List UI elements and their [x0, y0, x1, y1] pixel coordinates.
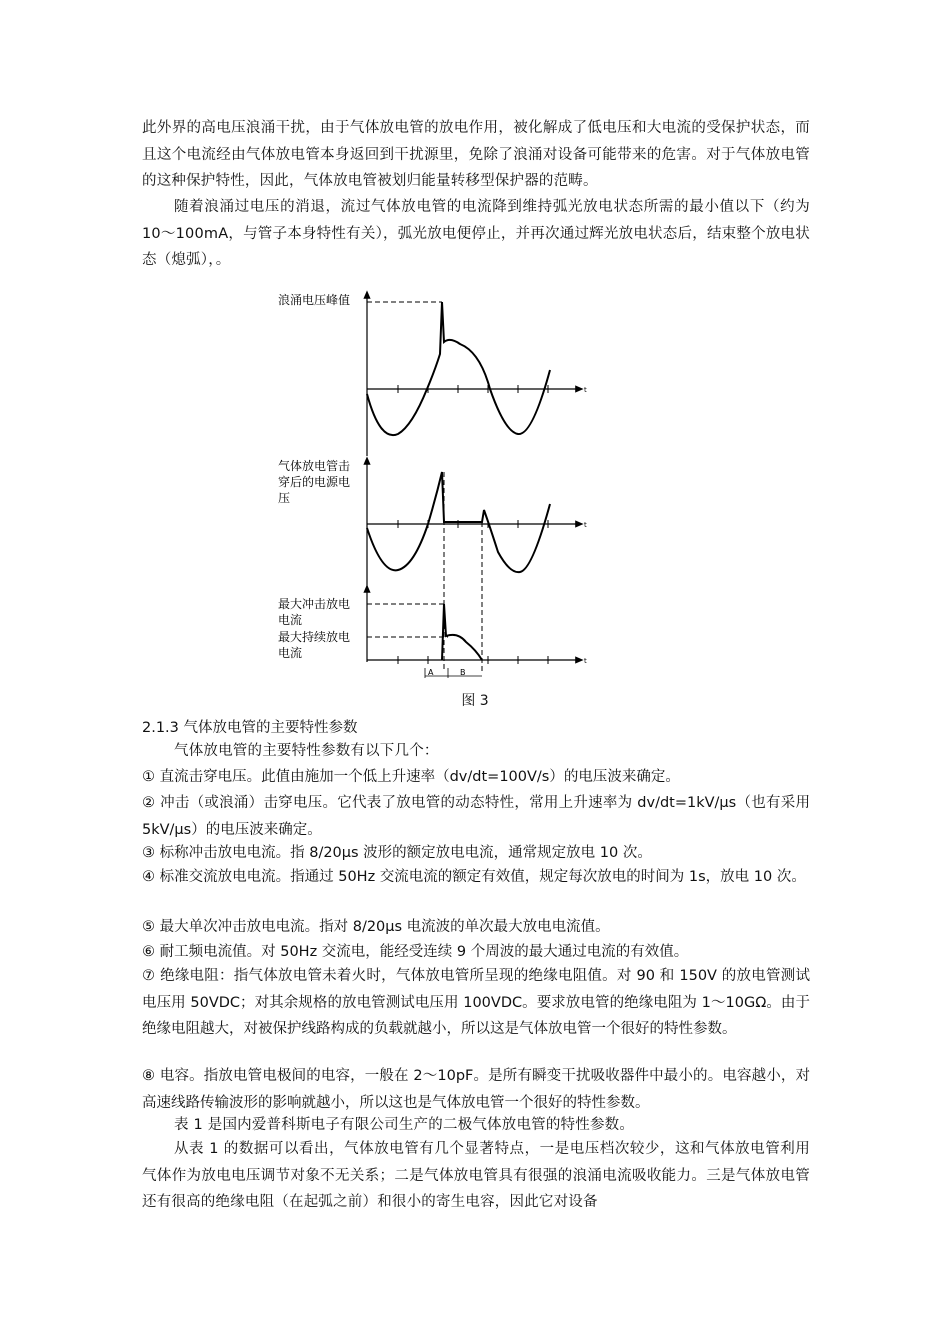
paragraph-table-ref: 表 1 是国内爱普科斯电子有限公司生产的二极气体放电管的特性参数。: [174, 1117, 635, 1133]
list-item-8: ⑧ 电容。指放电管电极间的电容，一般在 2～10pF。是所有瞬变干扰吸收器件中最小的。电容越小，对高速线路传输波形的影响就越小，所以这也是气体放电管一个很好的特性参数。: [142, 1068, 810, 1111]
list-item-4: ④ 标准交流放电电流。指通过 50Hz 交流电流的额定有效值，规定每次放电的时间为 1s，放电 10 次。: [142, 869, 806, 885]
marker-b: B: [460, 668, 466, 677]
figure-waveforms: [270, 282, 600, 682]
section-heading: 2.1.3 气体放电管的主要特性参数: [142, 720, 358, 736]
label-voltage-line1: 气体放电管击: [278, 459, 351, 473]
label-max-continuous-line1: 最大持续放电: [278, 630, 351, 644]
list-item-3: ③ 标称冲击放电电流。指 8/20μs 波形的额定放电电流，通常规定放电 10 次。: [142, 845, 652, 861]
label-max-continuous-line2: 电流: [278, 646, 303, 660]
list-item-5: ⑤ 最大单次冲击放电电流。指对 8/20μs 电流波的单次最大放电电流值。: [142, 919, 610, 935]
list-item-2: ② 冲击（或浪涌）击穿电压。它代表了放电管的动态特性，常用上升速率为 dv/dt=1kV/μs（也有采用 5kV/μs）的电压波来确定。: [142, 795, 810, 838]
paragraph-protection: 此外界的高电压浪涌干扰，由于气体放电管的放电作用，被化解成了低电压和大电流的受保护状态，而且这个电流经由气体放电管本身返回到干扰源里，免除了浪涌对设备可能带来的危害。对于气体放电管的这种保护特性，因此，气体放电管被划归能量转移型保护器的范畴。: [142, 120, 810, 189]
label-voltage-line2: 穿后的电源电: [278, 475, 351, 489]
paragraph-intro: 气体放电管的主要特性参数有以下几个：: [174, 743, 439, 759]
panel-discharge-current: [278, 588, 587, 678]
list-item-1: ① 直流击穿电压。此值由施加一个低上升速率（dv/dt=100V/s）的电压波来确定。: [142, 769, 680, 785]
paragraph-arc-stop: 随着浪涌过电压的消退，流过气体放电管的电流降到维持弧光放电状态所需的最小值以下（约为 10～100mA，与管子本身特性有关），弧光放电便停止，并再次通过辉光放电状态后，结束整个放电状态（熄弧），。: [142, 199, 810, 268]
label-voltage-line3: 压: [278, 491, 291, 505]
axis-t-2: t: [584, 521, 587, 529]
marker-a: A: [428, 668, 434, 677]
label-max-impulse-line1: 最大冲击放电: [278, 597, 351, 611]
list-item-7: ⑦ 绝缘电阻：指气体放电管未着火时，气体放电管所呈现的绝缘电阻值。对 90 和 150V 的放电管测试电压用 50VDC；对其余规格的放电管测试电压用 100VDC。要求放电管的绝缘电阻为 1～10GΩ。由于绝缘电阻越大，对被保护线路构成的负载就越小，所以这是气体放电管一个很好的特性参数。: [142, 968, 810, 1037]
axis-t-1: t: [584, 386, 587, 394]
label-surge-peak: 浪涌电压峰值: [278, 293, 351, 307]
axis-t-3: t: [584, 657, 587, 665]
label-max-impulse-line2: 电流: [278, 613, 303, 627]
list-item-6: ⑥ 耐工频电流值。对 50Hz 交流电，能经受连续 9 个周波的最大通过电流的有效值。: [142, 944, 689, 960]
figure-caption: 图 3: [461, 693, 489, 709]
panel-surge-voltage: [278, 292, 587, 456]
paragraph-features: 从表 1 的数据可以看出，气体放电管有几个显著特点，一是电压档次较少，这和气体放电管利用气体作为放电电压调节对象不无关系；二是气体放电管具有很强的浪涌电流吸收能力。三是气体放电管还有很高的绝缘电阻（在起弧之前）和很小的寄生电容，因此它对设备: [142, 1141, 810, 1210]
